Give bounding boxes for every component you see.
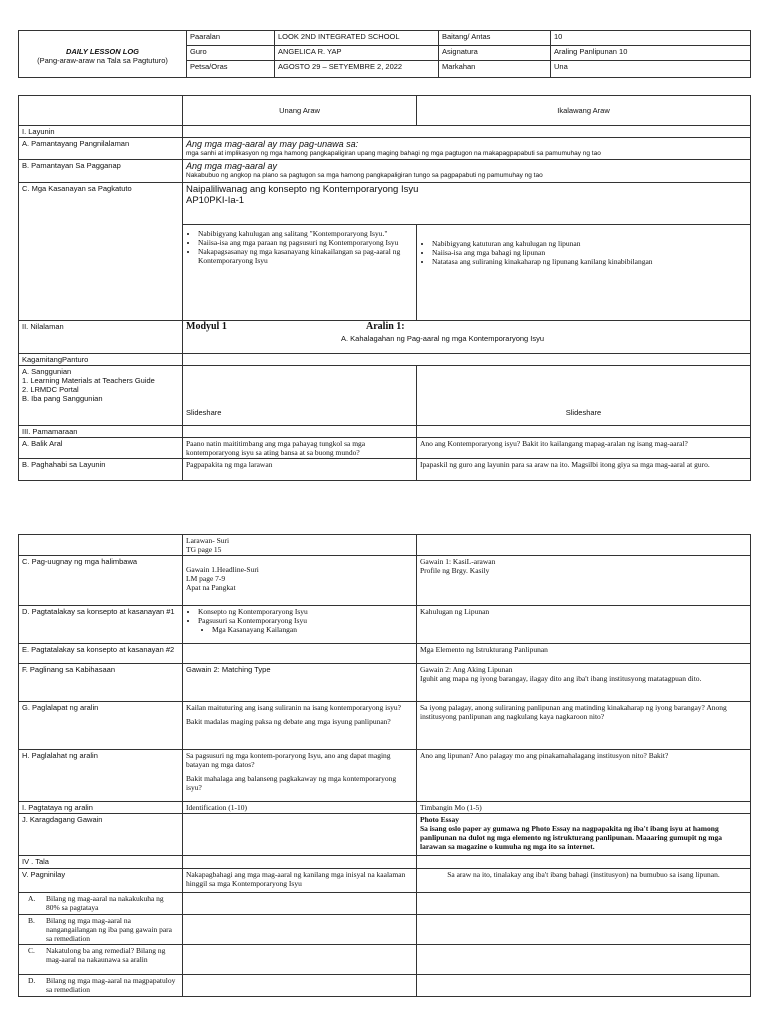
- day1-header: Unang Araw: [183, 96, 417, 126]
- pagtalakay1-item: • Konsepto ng Kontemporaryong Isyu: [198, 607, 413, 616]
- subject-label: Asignatura: [439, 46, 551, 61]
- paglalapat-q1: Kailan maituturing ang isang suliranin na isang kontemporaryong isyu?: [186, 703, 401, 712]
- day2-objectives: [420, 239, 747, 266]
- reflection-item-c: C. Nakatulong ba ang remedial? Bilang ng mag-aaral na nakaunawa sa aralin: [19, 945, 183, 975]
- log-title-cell: [19, 31, 187, 78]
- balik-day1: Paano natin maititimbang ang mga pahayag tungkol sa mga kontemporaryong isyu sa ating bansa at sa buong mundo?: [183, 438, 417, 459]
- kasanayan-label: C. Mga Kasanayan sa Pagkatuto: [19, 183, 183, 321]
- day1-objectives-cell: [183, 225, 417, 321]
- day2-objectives-cell: [417, 225, 751, 321]
- paglinang-label: F. Paglinang sa Kabihasaan: [19, 664, 183, 702]
- day1-reference: Slideshare: [183, 366, 417, 426]
- quarter-value: Una: [551, 61, 751, 78]
- date-value: AGOSTO 29 – SETYEMBRE 2, 2022: [275, 61, 439, 78]
- paguugnay-label: C. Pag-uugnay ng mga halimbawa: [19, 556, 183, 606]
- paganap-text: Nakabubuo ng angkop na plano sa pagtugon sa mga hamong pangkapaligiran tungo sa pagpapabuti ng pamumuhay ng tao: [186, 172, 543, 179]
- log-subtitle: (Pang-araw-araw na Tala sa Pagtuturo): [37, 55, 168, 65]
- day1-objective: • Nabibigyang kahulugan ang salitang "Kontemporaryong Isyu.": [198, 229, 413, 238]
- day2-header: Ikalawang Araw: [417, 96, 751, 126]
- paglalapat-day2: Sa iyong palagay, anong suliraning panlipunan ang matinding kinakaharap ng iyong barangay? Anong institusyong panlipunan ang nagkulang kaya nagkaroon nito?: [417, 702, 751, 750]
- grade-label: Baitang/ Antas: [439, 31, 551, 46]
- school-label: Paaralan: [187, 31, 275, 46]
- kagamitan-label: KagamitangPanturo: [19, 354, 183, 366]
- school-value: LOOK 2ND INTEGRATED SCHOOL: [275, 31, 439, 46]
- top-page: TG page 15: [186, 545, 222, 554]
- grade-value: 10: [551, 31, 751, 46]
- paglalahat-day2: Ano ang lipunan? Ano palagay mo ang pinakamahalagang institusyon nito? Bakit?: [417, 750, 751, 802]
- nilalaman-label: II. Nilalaman: [19, 321, 183, 354]
- paglalapat-label: G. Paglalapat ng aralin: [19, 702, 183, 750]
- paglinang-day1: Gawain 2: Matching Type: [183, 664, 417, 702]
- paguugnay-groups: Apat na Pangkat: [186, 583, 236, 592]
- subject-value: Araling Panlipunan 10: [551, 46, 751, 61]
- paglalapat-day1: [183, 702, 417, 750]
- pamamaraan-label: III. Pamamaraan: [19, 426, 183, 438]
- quarter-label: Markahan: [439, 61, 551, 78]
- pamantayang-text: mga sanhi at implikasyon ng mga hamong pangkapaligiran upang maging bahagi ng mga pagtugon na makapagpapabuti sa pamumuhay ng tao: [186, 150, 601, 157]
- pagtataya-day1: Identification (1-10): [183, 802, 417, 814]
- teacher-label: Guro: [187, 46, 275, 61]
- top-title: Larawan- Suri: [186, 536, 230, 545]
- lesson-table-2: [18, 534, 751, 997]
- modyul-label: Modyul 1: [186, 321, 227, 332]
- paganap-label: B. Pamantayan Sa Pagganap: [19, 160, 183, 183]
- reflection-item-d: D. Bilang ng mga mag-aaral na magpapatuloy sa remediation: [19, 975, 183, 997]
- paghahabi-day1: Pagpapakita ng mga larawan: [183, 459, 417, 481]
- pagninilay-day1: Nakapagbahagi ang mga mag-aaral ng kanilang mga inisyal na kaalaman hinggil sa mga Kontemporaryong Isyu: [183, 869, 417, 893]
- day1-objective: • Nakapagsasanay ng mga kasanayang kinakailangan sa pag-aaral ng Kontemporaryong Isyu: [198, 247, 413, 265]
- day2-objective: • Nabibigyang katuturan ang kahulugan ng lipunan: [432, 239, 747, 248]
- paglalahat-q1: Sa pagsusuri ng mga kontem-poraryong Isyu, ano ang dapat maging batayan ng mga datos?: [186, 751, 391, 769]
- paguugnay-profile: Profile ng Brgy. Kasily: [420, 566, 490, 575]
- pamantayang-cell: [183, 138, 751, 160]
- header-table: [18, 30, 751, 78]
- paglalapat-q2: Bakit madalas maging paksa ng debate ang mga isyung panlipunan?: [186, 717, 391, 726]
- paganap-cell: [183, 160, 751, 183]
- kasanayan-code: AP10PKI-Ia-1: [186, 195, 245, 206]
- pagninilay-day2: Sa araw na ito, tinalakay ang iba't ibang bahagi (institusyon) na bumubuo sa isang lipunan.: [417, 869, 751, 893]
- day2-objective: • Naiisa-isa ang mga bahagi ng lipunan: [432, 248, 747, 257]
- paguugnay-day1: [183, 556, 417, 606]
- day1-objective: • Naiisa-isa ang mga paraan ng pagsusuri ng Kontemporaryong Isyu: [198, 238, 413, 247]
- pagtalakay1-subitem: • Mga Kasanayang Kailangan: [212, 625, 413, 634]
- reflection-item-b: B. Bilang ng mga mag-aaral na nangangailangan ng iba pang gawain para sa remediation: [19, 915, 183, 945]
- nilalaman-cell: [183, 321, 751, 354]
- paguugnay-page: LM page 7-9: [186, 574, 226, 583]
- pagtataya-day2: Timbangin Mo (1-5): [417, 802, 751, 814]
- pagtataya-label: I. Pagtataya ng aralin: [19, 802, 183, 814]
- pagtalakay1-day2: Kahulugan ng Lipunan: [417, 606, 751, 644]
- balik-label: A. Balik Aral: [19, 438, 183, 459]
- pagtalakay2-label: E. Pagtatalakay sa konsepto at kasanayan #2: [19, 644, 183, 664]
- pagtalakay1-day1: [183, 606, 417, 644]
- pagtalakay1-item: • Pagsusuri sa Kontemporaryong Isyu: [198, 616, 413, 625]
- pamantayang-label: A. Pamantayang Pangnilalaman: [19, 138, 183, 160]
- sanggunian-cell: [19, 366, 183, 426]
- day2-reference: Slideshare: [417, 366, 751, 426]
- top-day1: [183, 535, 417, 556]
- lesson-table-1: [18, 95, 751, 481]
- paguugnay-activity: Gawain 1.Headline-Suri: [186, 565, 259, 574]
- paghahabi-day2: Ipapaskil ng guro ang layunin para sa araw na ito. Magsilbi itong giya sa mga mag-aaral at guro.: [417, 459, 751, 481]
- day1-objectives: [186, 229, 413, 265]
- date-label: Petsa/Oras: [187, 61, 275, 78]
- paglalahat-q2: Bakit mahalaga ang balanseng pagkakaway ng mga kontemporaryong isyu?: [186, 774, 397, 792]
- paglalahat-day1: [183, 750, 417, 802]
- log-title: DAILY LESSON LOG: [65, 46, 140, 56]
- paguugnay-day2: [417, 556, 751, 606]
- teacher-value: ANGELICA R. YAP: [275, 46, 439, 61]
- balik-day2: Ano ang Kontemporaryong isyu? Bakit ito kailangang mapag-aralan ng isang mag-aaral?: [417, 438, 751, 459]
- karagdagang-label: J. Karagdagang Gawain: [19, 814, 183, 856]
- pagtalakay2-day2: Mga Elemento ng Istrukturang Panlipunan: [417, 644, 751, 664]
- karagdagang-day2: [417, 814, 751, 856]
- sanggunian-item: B. Iba pang Sanggunian: [22, 394, 103, 403]
- paguugnay-activity-2: Gawain 1: KasiL-arawan: [420, 557, 496, 566]
- sanggunian-label: A. Sanggunian: [22, 367, 72, 376]
- kasanayan-text: Naipaliliwanag ang konsepto ng Kontemporaryong Isyu: [186, 184, 419, 195]
- paganap-intro: Ang mga mag-aaral ay: [186, 161, 278, 171]
- kasanayan-cell: [183, 183, 751, 225]
- pagninilay-label: V. Pagninilay: [19, 869, 183, 893]
- aralin-title: A. Kahalagahan ng Pag-aaral ng mga Kontemporaryong Isyu: [341, 334, 545, 343]
- sanggunian-item: 1. Learning Materials at Teachers Guide: [22, 376, 155, 385]
- layunin-label: I. Layunin: [19, 126, 183, 138]
- tala-label: IV . Tala: [19, 856, 183, 869]
- paglinang-instructions: Iguhit ang mapa ng iyong barangay, ilagay dito ang iba't ibang institusyong matatagpuan dito.: [420, 674, 702, 683]
- paglinang-day2: [417, 664, 751, 702]
- karagdagang-title: Photo Essay: [420, 815, 459, 824]
- paghahabi-label: B. Paghahabi sa Layunin: [19, 459, 183, 481]
- pagtalakay1-label: D. Pagtatalakay sa konsepto at kasanayan #1: [19, 606, 183, 644]
- aralin-label: Aralin 1:: [366, 321, 405, 332]
- paglalahat-label: H. Paglalahat ng aralin: [19, 750, 183, 802]
- karagdagang-text: Sa isang oslo paper ay gumawa ng Photo Essay na nagpapakita ng iba't ibang isyu at hamong panlipunan na dulot ng mga elemento ng istrukturang panlipunan. Maaaring gumupit ng mga larawan sa magazine o kumuha ng mga ito sa internet.: [420, 824, 722, 851]
- reflection-item-a: A. Bilang ng mag-aaral na nakakukuha ng 80% sa pagtataya: [19, 893, 183, 915]
- day2-objective: • Natatasa ang suliraning kinakaharap ng lipunang kanilang kinabibilangan: [432, 257, 747, 266]
- pamantayang-intro: Ang mga mag-aaral ay may pag-unawa sa:: [186, 139, 359, 149]
- paglinang-activity: Gawain 2: Ang Aking Lipunan: [420, 665, 513, 674]
- sanggunian-item: 2. LRMDC Portal: [22, 385, 79, 394]
